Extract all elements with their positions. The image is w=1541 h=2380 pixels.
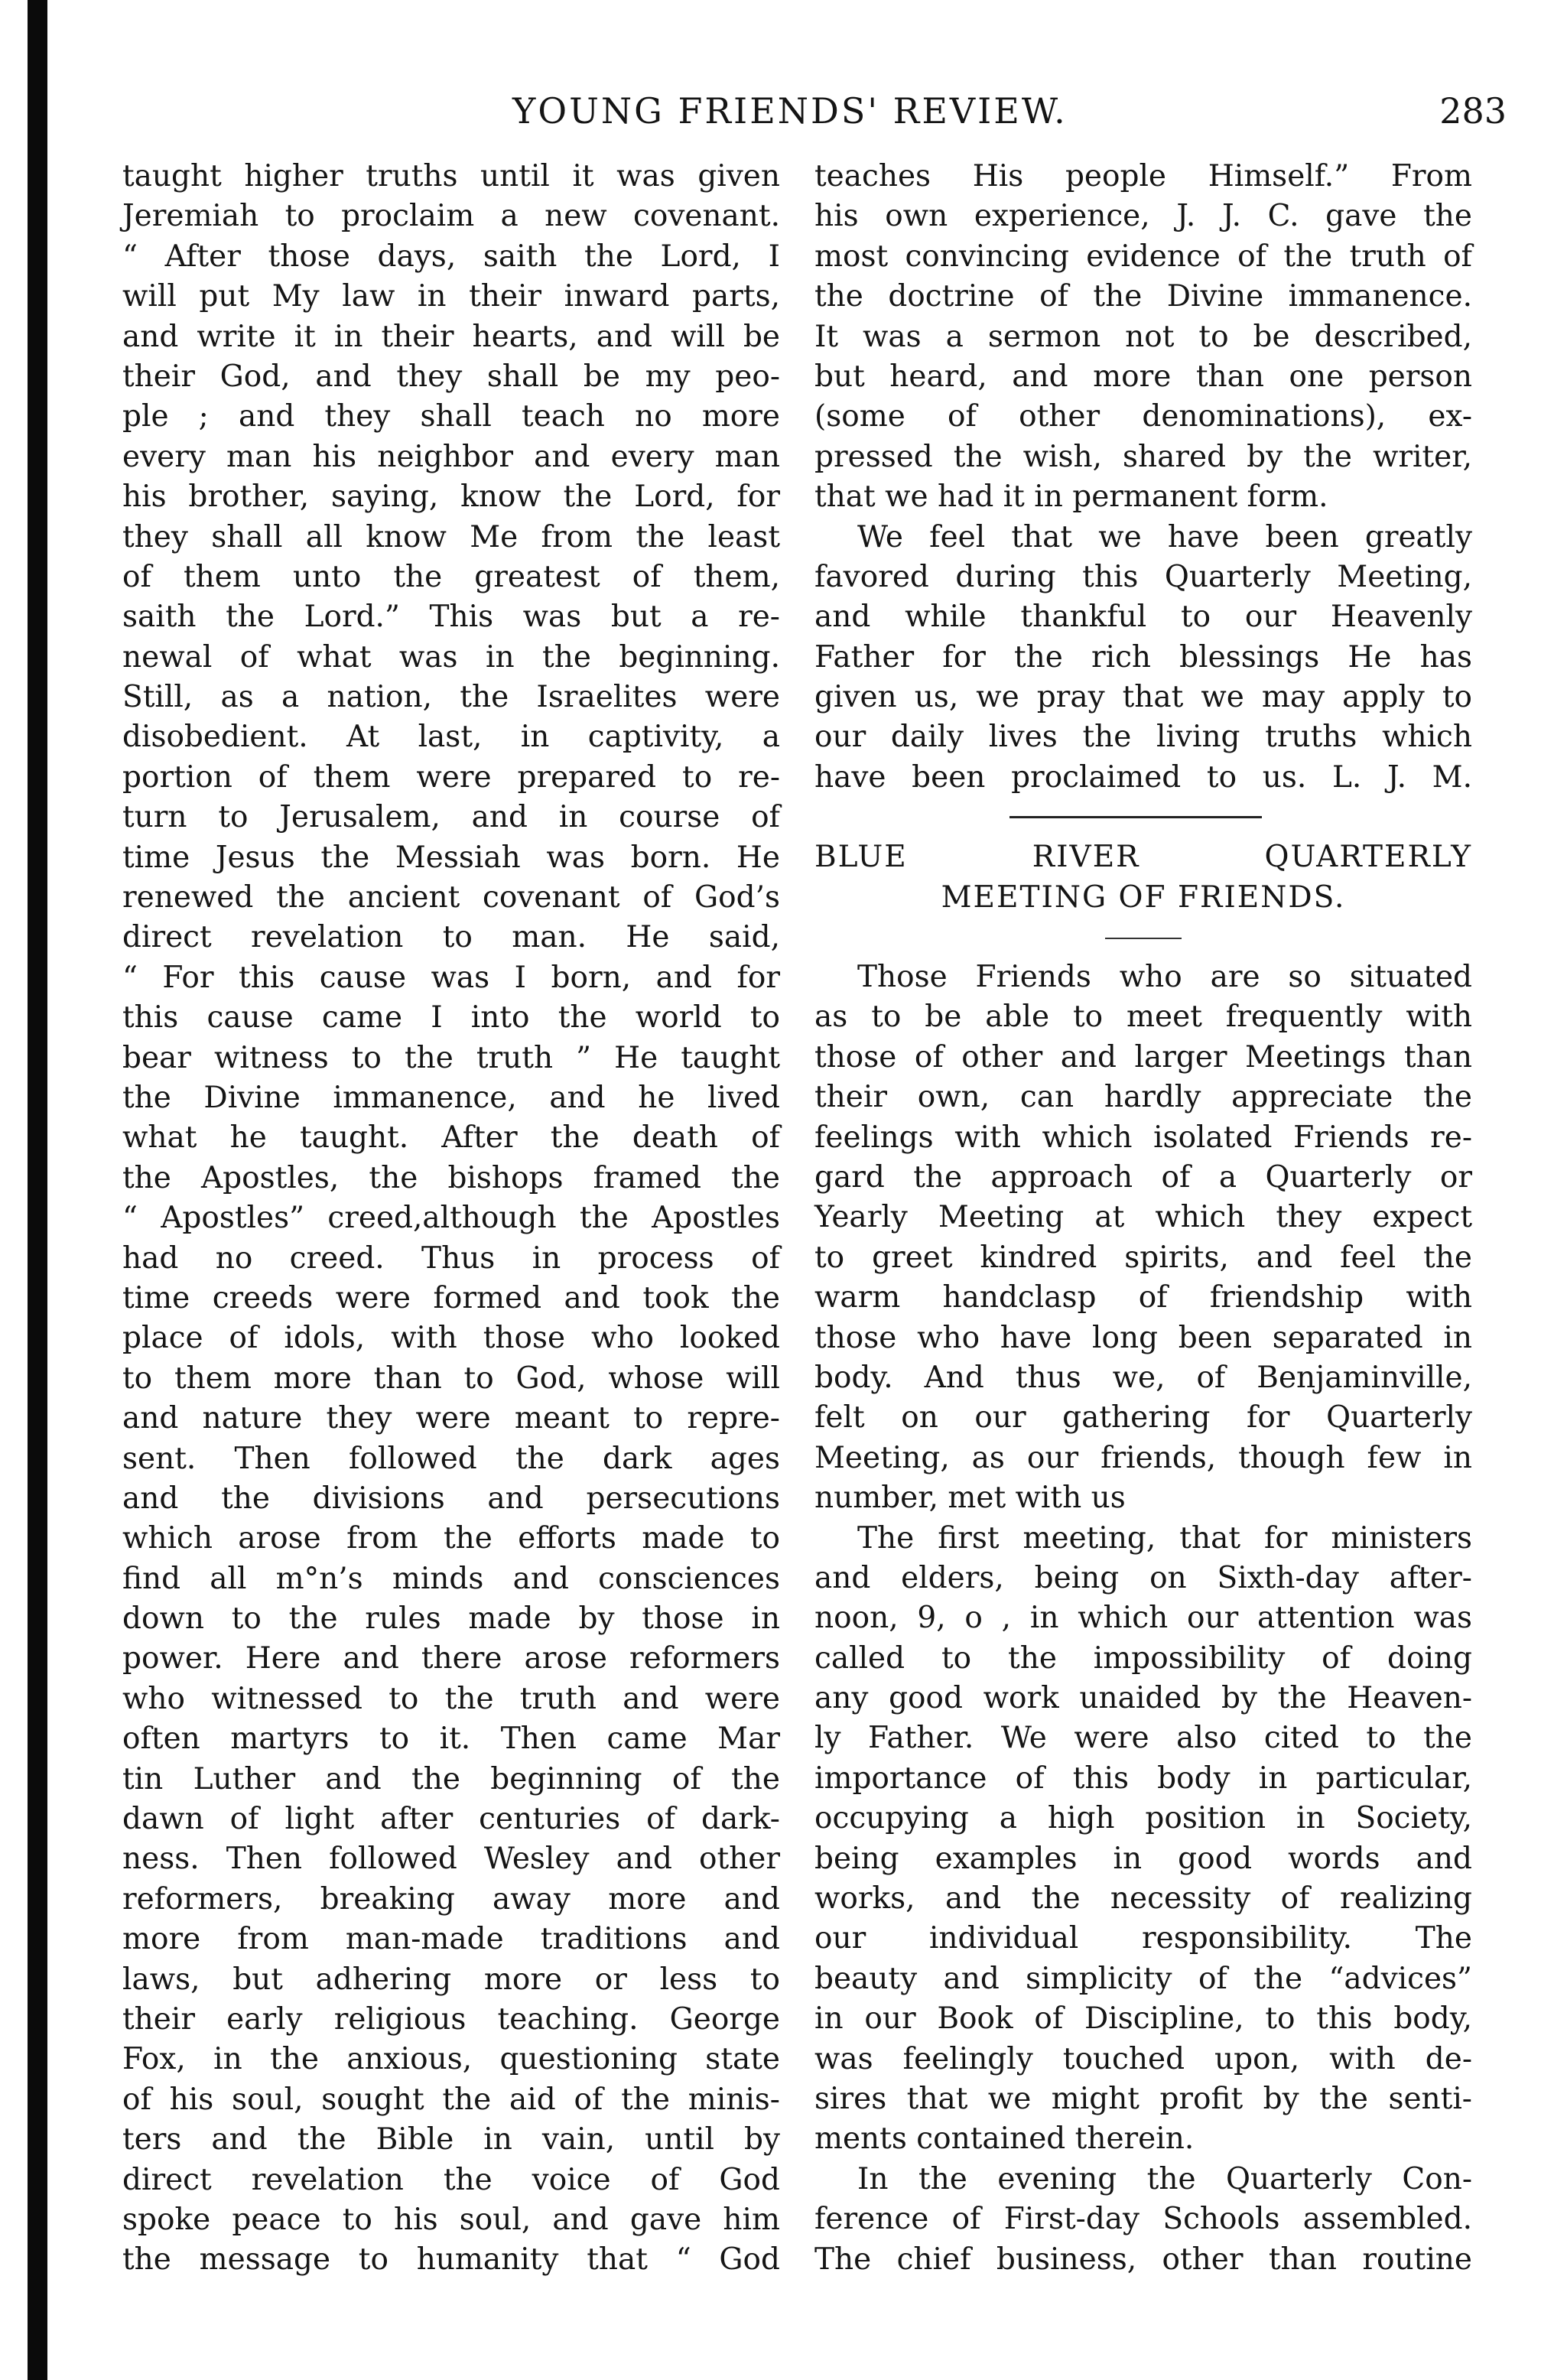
text-line: most convincing evidence of the truth of <box>814 239 1472 274</box>
text-line: ness. Then followed Wesley and other <box>122 1842 780 1877</box>
paragraph-sermon-end <box>814 157 1472 518</box>
text-line: turn to Jerusalem, and in course of <box>122 800 780 835</box>
text-line: works, and the necessity of realizing <box>814 1881 1472 1917</box>
text-line: bear witness to the truth ” He taught <box>122 1040 780 1075</box>
text-line: to greet kindred spirits, and feel the <box>814 1240 1472 1275</box>
text-line: Fox, in the anxious, questioning state <box>122 2042 780 2077</box>
text-line: feelings with which isolated Friends re- <box>814 1120 1472 1155</box>
text-line: his own experience, J. J. C. gave the <box>814 199 1472 234</box>
text-line: what he taught. After the death of <box>122 1120 780 1156</box>
text-line: sent. Then followed the dark ages <box>122 1441 780 1476</box>
text-line: that we had it in permanent form. <box>814 480 1328 515</box>
paragraph-first-meeting <box>814 1519 1472 2160</box>
text-line: occupying a high position in Society, <box>814 1801 1472 1836</box>
text-line: We feel that we have been greatly <box>857 519 1472 554</box>
text-line: “ Apostles” creed,although the Apostles <box>122 1201 780 1236</box>
text-line: and write it in their hearts, and will be <box>122 319 780 354</box>
text-line: noon, 9, o , in which our attention was <box>814 1601 1472 1636</box>
text-line: our daily lives the living truths which <box>814 720 1472 755</box>
text-line: time creeds were formed and took the <box>122 1280 780 1315</box>
text-line: ly Father. We were also cited to the <box>814 1721 1472 1756</box>
text-line: as to be able to meet frequently with <box>814 1000 1472 1035</box>
text-line: often martyrs to it. Then came Mar <box>122 1722 780 1757</box>
text-line: (some of other denominations), ex- <box>814 399 1472 434</box>
text-line: gard the approach of a Quarterly or <box>814 1159 1472 1195</box>
text-line: time Jesus the Messiah was born. He <box>122 840 780 875</box>
text-line: and while thankful to our Heavenly <box>814 600 1472 635</box>
text-line: being examples in good words and <box>814 1841 1472 1876</box>
section-heading-line-1: BLUE RIVER QUARTERLY <box>814 840 1472 875</box>
text-line: this cause came I into the world to <box>122 1000 780 1036</box>
text-line: sires that we might profit by the senti- <box>814 2081 1472 2116</box>
text-line: power. Here and there arose reformers <box>122 1641 780 1676</box>
text-line: any good work unaided by the Heaven- <box>814 1681 1472 1716</box>
text-line: spoke peace to his soul, and gave him <box>122 2202 780 2237</box>
text-line: Meeting, as our friends, though few in <box>814 1440 1472 1475</box>
text-line: to them more than to God, whose will <box>122 1361 780 1396</box>
text-line: their early religious teaching. George <box>122 2001 780 2037</box>
text-line: The first meeting, that for ministers <box>857 1520 1472 1556</box>
running-head <box>107 90 1507 144</box>
text-line: the Apostles, the bishops framed the <box>122 1160 780 1195</box>
text-line: Those Friends who are so situated <box>857 960 1472 995</box>
text-line: ments contained therein. <box>814 2122 1195 2157</box>
text-line: was feelingly touched upon, with de- <box>814 2041 1472 2076</box>
text-line: beauty and simplicity of the “advices” <box>814 1961 1472 1996</box>
text-line: ple ; and they shall teach no more <box>122 399 780 434</box>
text-line: our individual responsibility. The <box>814 1921 1472 1956</box>
text-line: of them unto the greatest of them, <box>122 559 780 594</box>
text-line: “ For this cause was I born, and for <box>122 960 780 995</box>
text-line: importance of this body in particular, <box>814 1761 1472 1796</box>
text-line: direct revelation to man. He said, <box>122 920 780 955</box>
paragraph-closing-thanks <box>814 518 1472 798</box>
text-line: number, met with us <box>814 1481 1126 1516</box>
text-line: who witnessed to the truth and were <box>122 1681 780 1716</box>
text-line: teaches His people Himself.” From <box>814 159 1472 193</box>
text-line: of his soul, sought the aid of the minis- <box>122 2082 780 2117</box>
paragraph-evening-conference <box>814 2160 1472 2280</box>
text-line: favored during this Quarterly Meeting, <box>814 559 1472 594</box>
left-column <box>122 157 780 2359</box>
text-line: which arose from the efforts made to <box>122 1521 780 1556</box>
paragraph-isolated-friends <box>814 958 1472 1518</box>
text-line: warm handclasp of friendship with <box>814 1280 1472 1315</box>
text-line: dawn of light after centuries of dark- <box>122 1802 780 1837</box>
text-line: body. And thus we, of Benjaminville, <box>814 1360 1472 1395</box>
text-line: Jeremiah to proclaim a new covenant. <box>122 199 780 234</box>
text-line: newal of what was in the beginning. <box>122 639 780 675</box>
text-line: their God, and they shall be my peo- <box>122 359 780 394</box>
text-line: more from man-made traditions and <box>122 1922 780 1957</box>
text-line: renewed the ancient covenant of God’s <box>122 880 780 915</box>
text-line: called to the impossibility of doing <box>814 1640 1472 1676</box>
text-line: It was a sermon not to be described, <box>814 319 1472 354</box>
text-line: his brother, saying, know the Lord, for <box>122 480 780 515</box>
text-line: will put My law in their inward parts, <box>122 279 780 314</box>
right-column <box>814 157 1472 2359</box>
text-line: disobedient. At last, in captivity, a <box>122 720 780 755</box>
text-line: felt on our gathering for Quarterly <box>814 1400 1472 1435</box>
text-line: Yearly Meeting at which they expect <box>814 1200 1472 1235</box>
text-line: given us, we pray that we may apply to <box>814 680 1472 715</box>
text-line: and elders, being on Sixth-day after- <box>814 1560 1472 1595</box>
text-line: the doctrine of the Divine immanence. <box>814 279 1472 314</box>
text-line: have been proclaimed to us. L. J. M. <box>814 759 1472 795</box>
text-line: find all m°n’s minds and consciences <box>122 1561 780 1596</box>
text-line: but heard, and more than one person <box>814 359 1472 394</box>
text-line: down to the rules made by those in <box>122 1601 780 1637</box>
text-line: ference of First-day Schools assembled. <box>814 2202 1472 2237</box>
journal-title: YOUNG FRIENDS' REVIEW. <box>512 90 1068 132</box>
section-divider-rule <box>814 798 1472 837</box>
text-line: those who have long been separated in <box>814 1320 1472 1355</box>
page-number: 283 <box>1439 90 1507 132</box>
text-line: saith the Lord.” This was but a re- <box>122 600 780 635</box>
text-line: every man his neighbor and every man <box>122 439 780 474</box>
heading-short-rule <box>814 918 1472 958</box>
text-line: In the evening the Quarterly Con- <box>857 2161 1472 2196</box>
text-line: and nature they were meant to repre- <box>122 1401 780 1436</box>
text-line: had no creed. Thus in process of <box>122 1240 780 1276</box>
text-line: pressed the wish, shared by the writer, <box>814 439 1472 474</box>
text-line: reformers, breaking away more and <box>122 1881 780 1917</box>
text-line: in our Book of Discipline, to this body, <box>814 2001 1472 2037</box>
text-line: The chief business, other than routine <box>814 2242 1472 2277</box>
text-line: place of idols, with those who looked <box>122 1321 780 1356</box>
text-line: Still, as a nation, the Israelites were <box>122 680 780 715</box>
text-line: tin Luther and the beginning of the <box>122 1761 780 1796</box>
text-line: “ After those days, saith the Lord, I <box>122 239 780 274</box>
text-line: direct revelation the voice of God <box>122 2162 780 2197</box>
binding-edge-shadow <box>28 0 47 2380</box>
text-line: Father for the rich blessings He has <box>814 639 1472 675</box>
text-line: and the divisions and persecutions <box>122 1481 780 1516</box>
text-line: taught higher truths until it was given <box>122 159 780 193</box>
text-line: the message to humanity that “ God <box>122 2242 780 2278</box>
section-heading-line-2: MEETING OF FRIENDS. <box>941 879 1346 915</box>
text-line: their own, can hardly appreciate the <box>814 1080 1472 1115</box>
text-line: those of other and larger Meetings than <box>814 1039 1472 1075</box>
text-line: they shall all know Me from the least <box>122 519 780 554</box>
text-line: laws, but adhering more or less to <box>122 1962 780 1997</box>
text-line: portion of them were prepared to re- <box>122 759 780 795</box>
text-line: ters and the Bible in vain, until by <box>122 2122 780 2157</box>
text-line: the Divine immanence, and he lived <box>122 1080 780 1115</box>
